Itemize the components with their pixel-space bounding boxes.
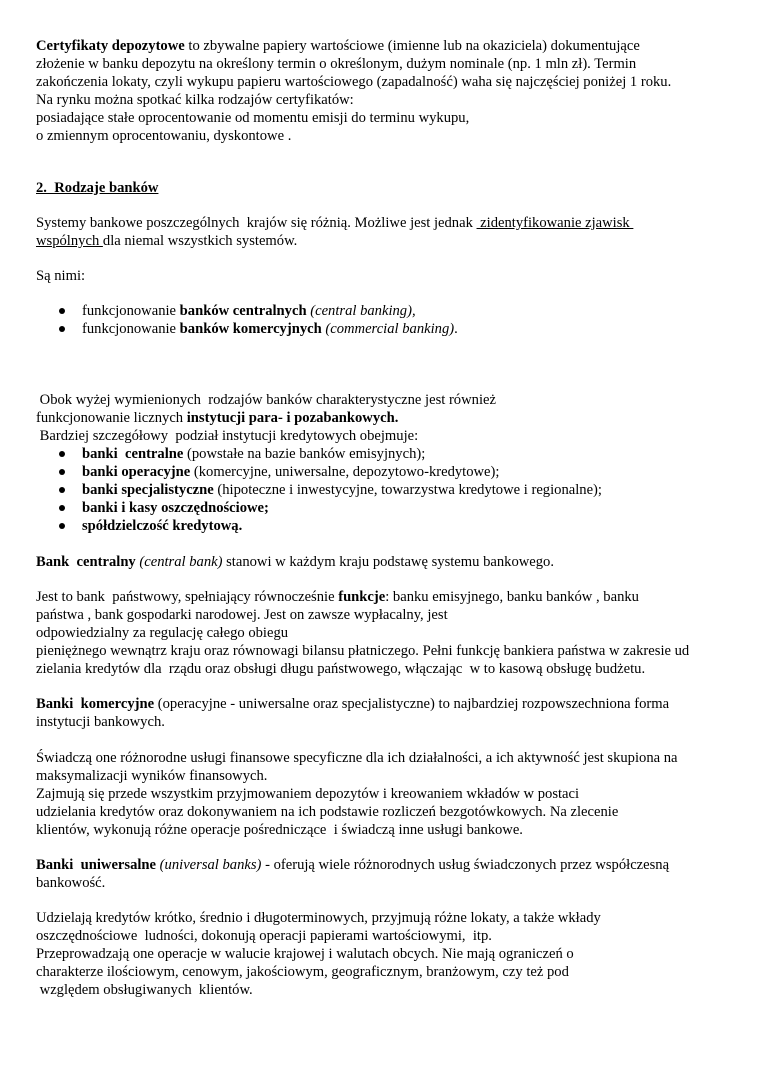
p10-line-1: Udzielają kredytów krótko, średnio i długoterminowych, przyjmują różne lokaty, a także wkłady — [36, 910, 601, 926]
p3-line: Są nimi: — [36, 268, 86, 284]
p2-underlined-2: wspólnych — [36, 233, 103, 249]
list2-item — [82, 445, 425, 463]
p1-line-5: posiadające stałe oprocentowanie od momentu emisji do terminu wykupu, — [36, 110, 470, 126]
bullet-icon — [59, 469, 65, 475]
list2-bold: banki centralne — [82, 446, 184, 462]
p7-line-2: instytucji bankowych. — [36, 714, 165, 730]
p7-bold: Banki komercyjne — [36, 696, 155, 712]
list1-post: . — [454, 321, 458, 337]
list2-item — [82, 499, 269, 517]
bullet-icon — [59, 326, 65, 332]
p4-bold: instytucji para- i pozabankowych. — [186, 410, 399, 426]
p1-line-6: o zmiennym oprocentowaniu, dyskontowe . — [36, 128, 292, 144]
p1-line-4: Na rynku można spotkać kilka rodzajów certyfikatów: — [36, 92, 354, 108]
list1-item — [82, 320, 458, 338]
p6-text-2: : banku emisyjnego, banku banków , banku — [385, 589, 639, 605]
list2-item — [82, 517, 242, 535]
p5-bold: Bank centralny — [36, 554, 136, 570]
p1-line-3: zakończenia lokaty, czyli wykupu papieru wartościowego (zapadalność) waha się najczęściej poniżej 1 roku. — [36, 74, 672, 90]
p4-line-1: Obok wyżej wymienionych rodzajów banków charakterystyczne jest również — [36, 392, 496, 408]
list2-bold: banki specjalistyczne — [82, 482, 214, 498]
p5-line — [36, 553, 554, 571]
p2-line-1 — [36, 214, 633, 232]
p5-ital: (central bank) — [135, 554, 223, 570]
list1-bold: banków komercyjnych — [179, 321, 322, 337]
list2-bold: banki i kasy oszczędnościowe; — [82, 500, 269, 516]
list1-ital: (central banking), — [306, 303, 416, 319]
p10-line-5: względem obsługiwanych klientów. — [36, 982, 253, 998]
list2-item — [82, 481, 602, 499]
bullet-icon — [59, 308, 65, 314]
list1-item — [82, 302, 416, 320]
p8-line-3: Zajmują się przede wszystkim przyjmowaniem depozytów i kreowaniem wkładów w postaci — [36, 786, 580, 802]
p10-line-3: Przeprowadzają one operacje w walucie krajowej i walutach obcych. Nie mają ograniczeń o — [36, 946, 574, 962]
term-certyfikaty: Certyfikaty depozytowe — [36, 38, 185, 54]
list1-ital: (commercial banking) — [321, 321, 455, 337]
list2-rest: (powstałe na bazie banków emisyjnych); — [183, 446, 426, 462]
p4-line-2 — [36, 409, 398, 427]
p6-line-2: państwa , bank gospodarki narodowej. Jest on zawsze wypłacalny, jest — [36, 607, 448, 623]
p2-text: Systemy bankowe poszczególnych krajów się różnią. Możliwe jest jednak — [36, 215, 477, 231]
p10-line-2: oszczędnościowe ludności, dokonują operacji papierami wartościowymi, itp. — [36, 928, 492, 944]
p10-line-4: charakterze ilościowym, cenowym, jakościowym, geograficznym, branżowym, czy też pod — [36, 964, 569, 980]
p6-bold: funkcje — [338, 589, 386, 605]
bullet-icon — [59, 523, 65, 529]
list2-bold: banki operacyjne — [82, 464, 191, 480]
p2-line-2 — [36, 232, 297, 250]
bullet-icon — [59, 487, 65, 493]
p1-text: to zbywalne papiery wartościowe (imienne lub na okaziciela) dokumentujące — [184, 38, 640, 54]
list2-item — [82, 463, 499, 481]
list1-bold: banków centralnych — [179, 303, 307, 319]
p9-ital: (universal banks) — [156, 857, 262, 873]
p7-line-1 — [36, 695, 669, 713]
p6-line-3: odpowiedzialny za regulację całego obiegu — [36, 625, 289, 641]
p4-line-3: Bardziej szczegółowy podział instytucji kredytowych obejmuje: — [36, 428, 419, 444]
p7-text: (operacyjne - uniwersalne oraz specjalistyczne) to najbardziej rozpowszechniona forma — [154, 696, 670, 712]
p9-text: - oferują wiele różnorodnych usług świadczonych przez współczesną — [261, 857, 670, 873]
list2-rest: (komercyjne, uniwersalne, depozytowo-kredytowe); — [190, 464, 500, 480]
p4-text: funkcjonowanie licznych — [36, 410, 187, 426]
p2-text-2: dla niemal wszystkich systemów. — [102, 233, 298, 249]
list1-pre: funkcjonowanie — [82, 321, 180, 337]
list1-pre: funkcjonowanie — [82, 303, 180, 319]
p1-line-1 — [36, 37, 640, 55]
p9-line-1 — [36, 856, 669, 874]
list2-bold: spółdzielczość kredytową. — [82, 518, 243, 534]
p8-line-2: maksymalizacji wyników finansowych. — [36, 768, 268, 784]
p9-bold: Banki uniwersalne — [36, 857, 157, 873]
p6-line-5: zielania kredytów dla rządu oraz obsługi długu państwowego, włączając w to kasową obsługę budżetu. — [36, 661, 646, 677]
p6-line-4: pieniężnego wewnątrz kraju oraz równowagi bilansu płatniczego. Pełni funkcję bankiera państwa w zakresie ud — [36, 643, 690, 659]
list2-rest: (hipoteczne i inwestycyjne, towarzystwa kredytowe i regionalne); — [213, 482, 602, 498]
p8-line-1: Świadczą one różnorodne usługi finansowe specyficzne dla ich działalności, a ich aktywność jest skupiona na — [36, 750, 678, 766]
p8-line-5: klientów, wykonują różne operacje pośredniczące i świadczą inne usługi bankowe. — [36, 822, 523, 838]
bullet-icon — [59, 505, 65, 511]
p6-text: Jest to bank państwowy, spełniający równocześnie — [36, 589, 339, 605]
p1-line-2: złożenie w banku depozytu na określony termin o określonym, dużym nominale (np. 1 mln zł). Termin — [36, 56, 637, 72]
p2-underlined: zidentyfikowanie zjawisk — [476, 215, 634, 231]
p8-line-4: udzielania kredytów oraz dokonywaniem na ich podstawie rozliczeń bezgotówkowych. Na zlecenie — [36, 804, 619, 820]
p9-line-2: bankowość. — [36, 875, 106, 891]
bullet-icon — [59, 451, 65, 457]
p5-text: stanowi w każdym kraju podstawę systemu bankowego. — [222, 554, 555, 570]
section-heading: 2. Rodzaje banków — [36, 180, 159, 196]
p6-line-1 — [36, 588, 639, 606]
